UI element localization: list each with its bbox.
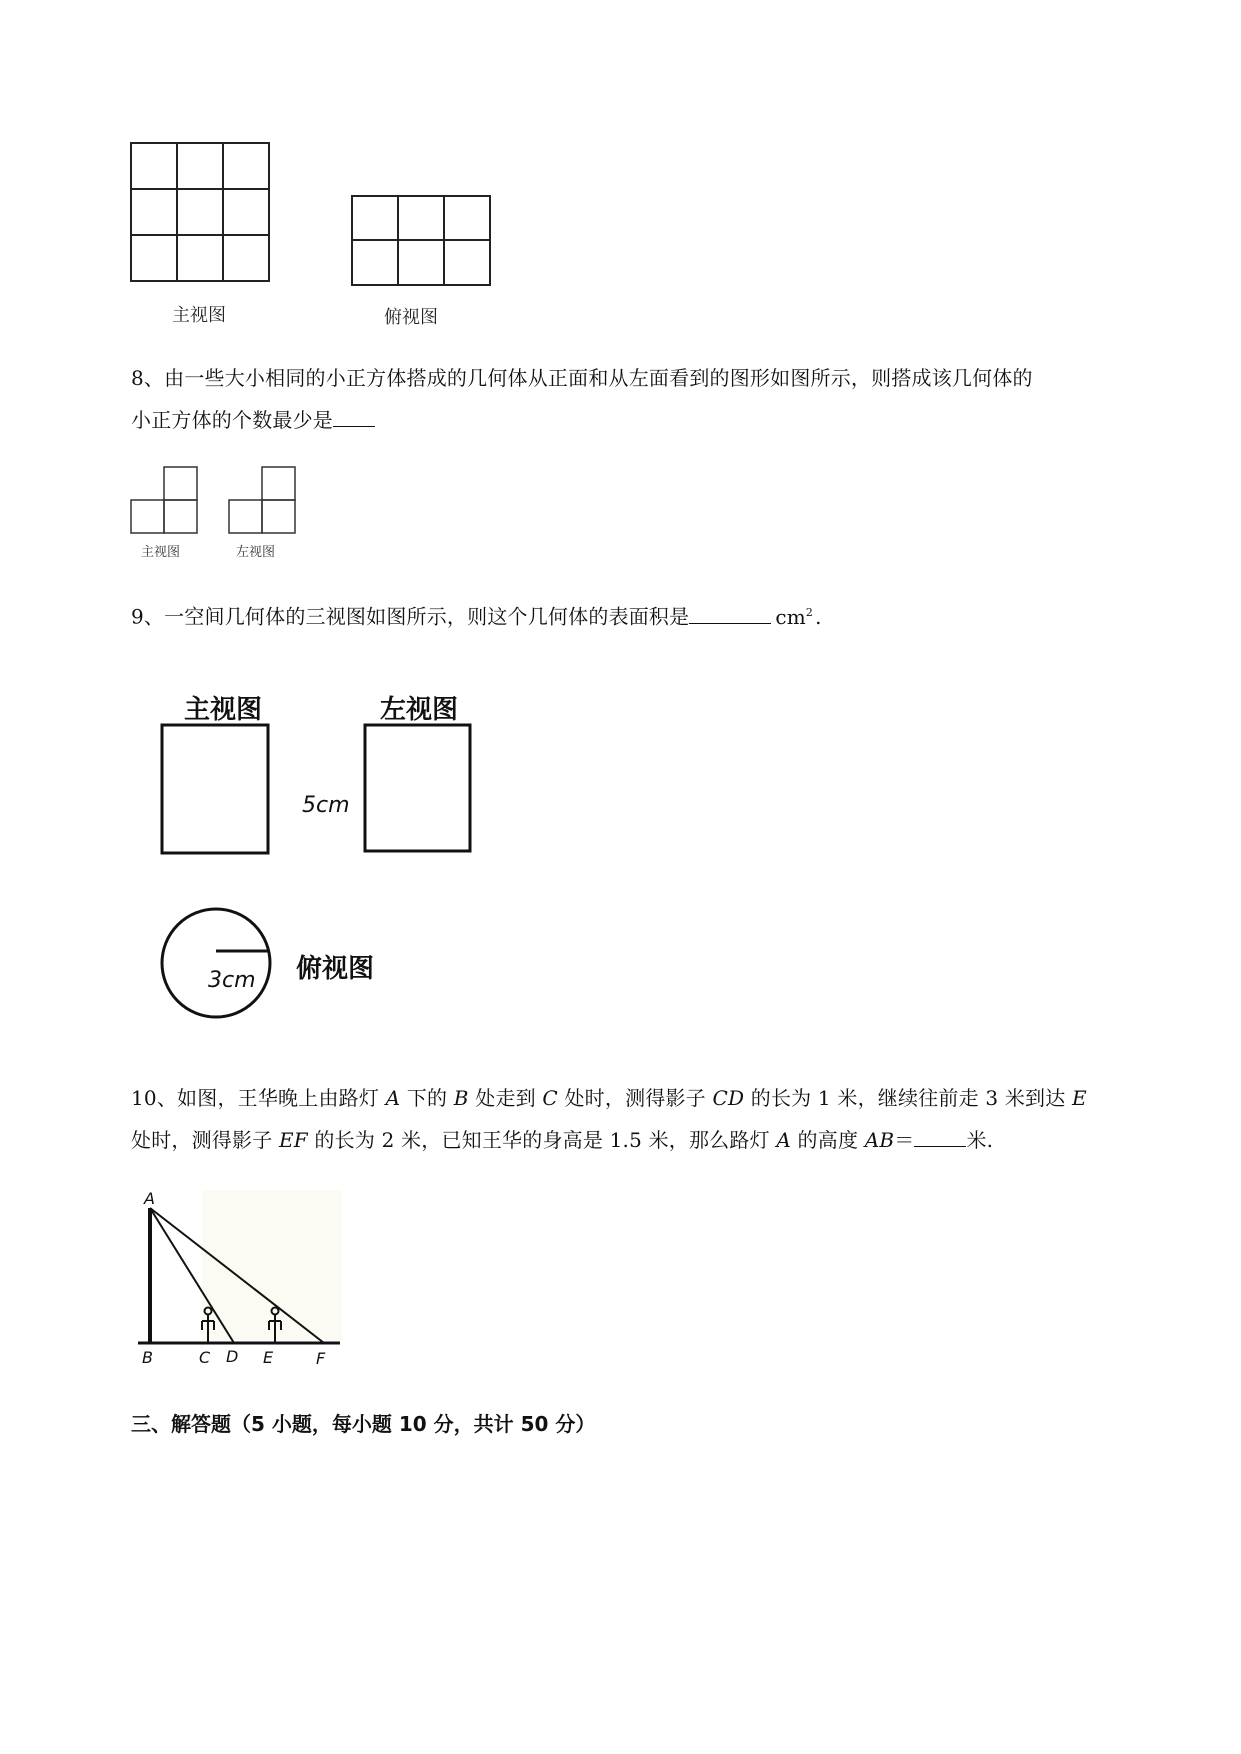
q10-l1-text-a: 10、如图，王华晚上由路灯: [131, 1086, 386, 1110]
q10-l1-text-e: 的长为 1 米，继续往前走 3 米到达: [744, 1086, 1072, 1110]
q10-l2-text-a: 处时，测得影子: [131, 1128, 279, 1152]
q8-line2: [131, 399, 1131, 441]
q9-top-view-label: 俯视图: [296, 954, 375, 984]
q10-l1-var-a: A: [385, 1086, 401, 1110]
q8-answer-blank[interactable]: [333, 408, 375, 427]
q10-l2-var-a: A: [776, 1128, 791, 1152]
q9-left-view-label: 左视图: [380, 695, 459, 725]
q8-line2-text: 小正方体的个数最少是: [131, 408, 333, 432]
q10-label-d: D: [226, 1347, 239, 1366]
q10-answer-blank[interactable]: [914, 1128, 966, 1147]
q9-front-view-label: 主视图: [184, 695, 263, 725]
q9-front-view-rect: [162, 725, 268, 853]
q10-label-e: E: [263, 1348, 274, 1367]
q10-label-b: B: [142, 1348, 153, 1367]
q8-left-view-label: 左视图: [236, 545, 276, 560]
q10-l2-equals: ＝: [894, 1128, 915, 1152]
q8-front-view: [131, 467, 197, 533]
q9-unit: cm: [775, 604, 806, 629]
q9-unit-sup: 2: [805, 606, 814, 619]
q10-question: [131, 1077, 1131, 1161]
q9-top-view-circle: [162, 909, 270, 1017]
q9-radius-label: 3cm: [208, 968, 256, 993]
q8-left-view: [229, 467, 295, 533]
q9-figure: [150, 680, 490, 1020]
q9-left-view-rect: [365, 725, 470, 851]
q7-top-view-label: 俯视图: [384, 307, 438, 328]
q8-line1: 8、由一些大小相同的小正方体搭成的几何体从正面和从左面看到的图形如图所示，则搭成该几何体的: [131, 366, 1033, 390]
q10-l2-var-ab: AB: [864, 1128, 895, 1152]
q7-front-view-grid: [131, 143, 269, 281]
q10-l2-text-c: 的高度: [791, 1128, 865, 1152]
q10-l1-text-c: 处走到: [468, 1086, 543, 1110]
q9-question: [131, 592, 1131, 638]
q9-text: 9、一空间几何体的三视图如图所示，则这个几何体的表面积是: [131, 604, 690, 629]
q9-end: .: [815, 604, 822, 629]
q9-answer-blank[interactable]: [689, 605, 771, 624]
q7-figure: [120, 140, 520, 340]
q10-line1: [131, 1077, 1131, 1119]
section3-heading: 三、解答题（5 小题，每小题 10 分，共计 50 分）: [131, 1412, 596, 1436]
q10-l1-var-b: B: [453, 1086, 469, 1110]
q10-l1-var-cd: CD: [712, 1086, 745, 1110]
q10-l2-text-e: 米.: [966, 1128, 994, 1152]
q8-figure: [125, 460, 315, 565]
q10-label-a: A: [144, 1190, 155, 1208]
q10-figure: [130, 1190, 350, 1380]
q9-height-label: 5cm: [302, 793, 350, 818]
q10-l1-text-d: 处时，测得影子: [557, 1086, 713, 1110]
q10-l1-var-e: E: [1071, 1086, 1087, 1110]
q8-question: [131, 357, 1131, 441]
q10-label-f: F: [316, 1349, 326, 1368]
q10-l2-var-ef: EF: [278, 1128, 308, 1152]
q10-line2: [131, 1119, 1131, 1161]
q10-l2-text-b: 的长为 2 米，已知王华的身高是 1.5 米，那么路灯: [307, 1128, 777, 1152]
q10-l1-var-c: C: [542, 1086, 558, 1110]
q10-l1-text-b: 下的: [400, 1086, 454, 1110]
q8-front-view-label: 主视图: [141, 545, 181, 560]
q7-top-view-grid: [352, 196, 490, 285]
q10-label-c: C: [199, 1348, 211, 1367]
q7-front-view-label: 主视图: [172, 305, 226, 326]
